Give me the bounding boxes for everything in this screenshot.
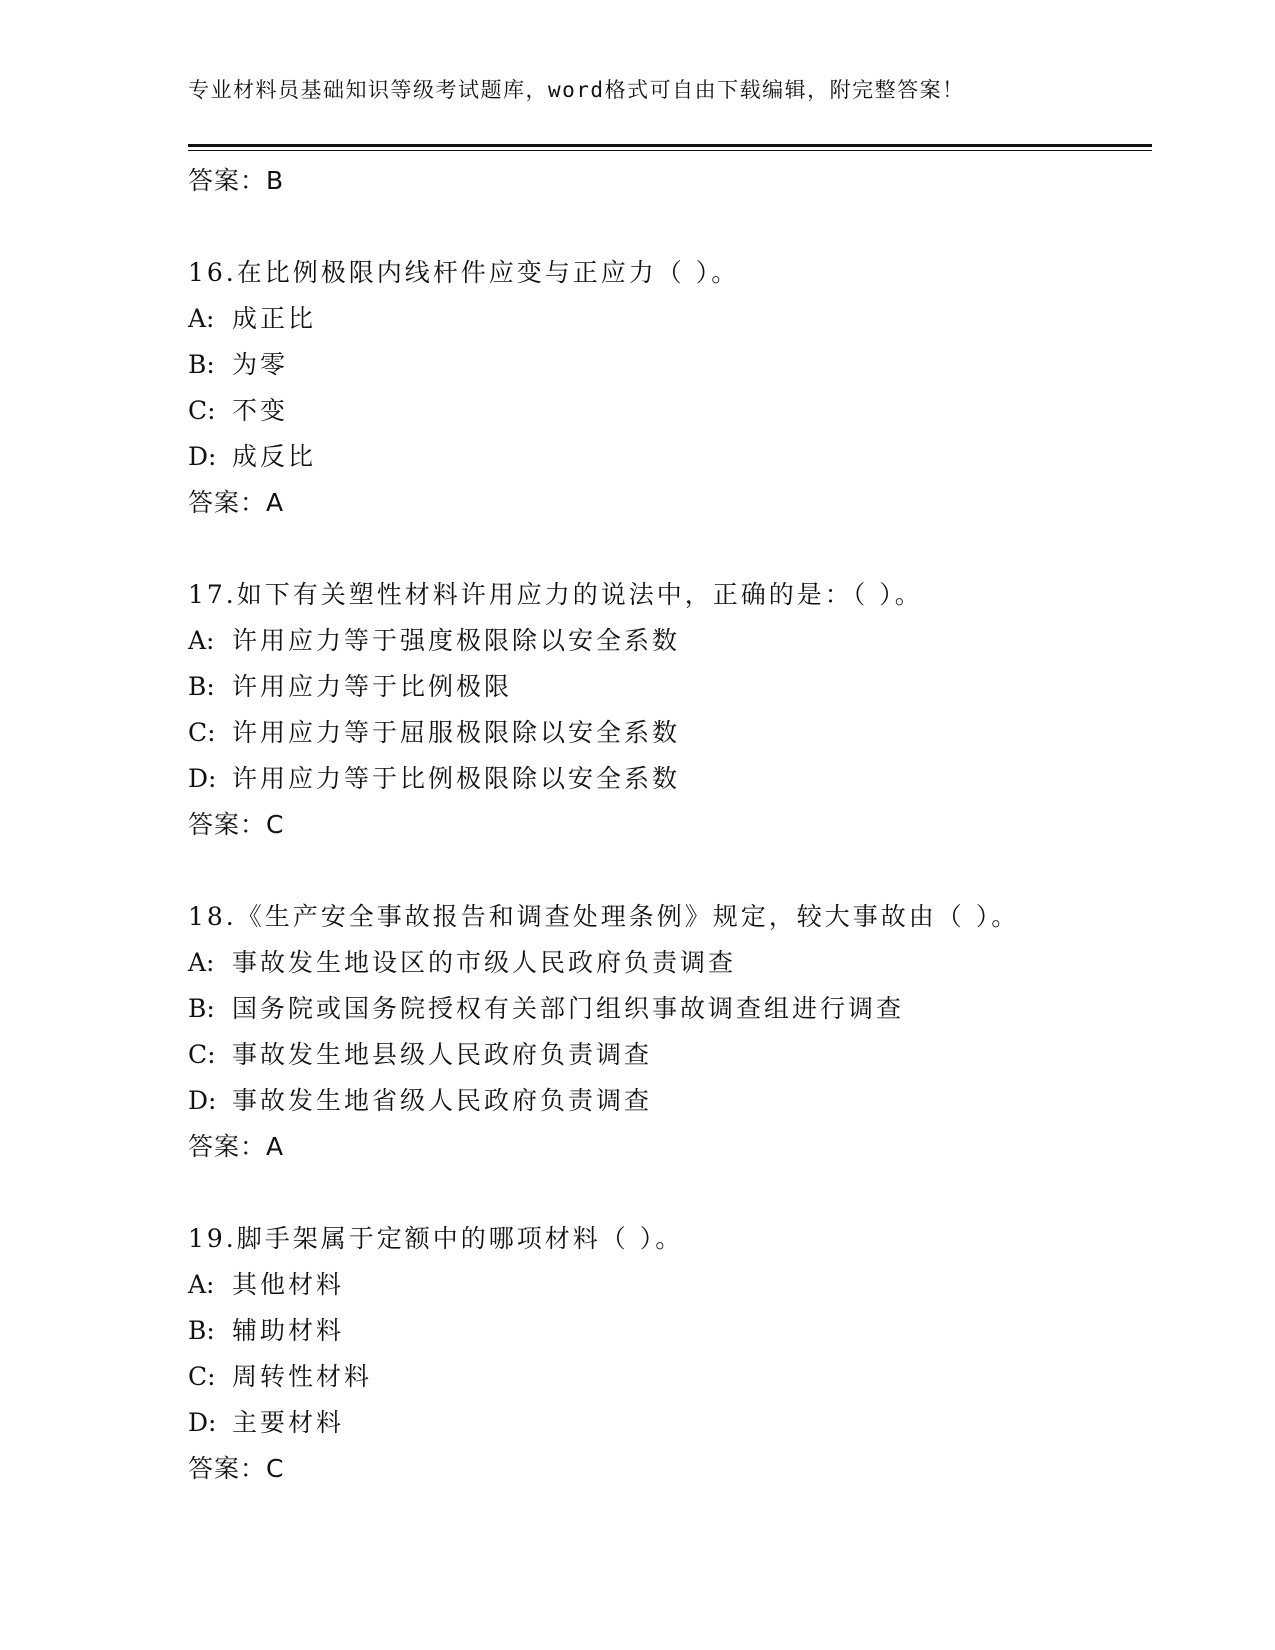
option-text: 事故发生地省级人民政府负责调查 xyxy=(232,1086,653,1115)
option-d xyxy=(188,1400,1148,1446)
option-text: 为零 xyxy=(232,350,289,379)
question-answer: 答案：C xyxy=(188,810,285,839)
option-label: A: xyxy=(188,626,215,655)
option-label: C: xyxy=(188,1362,216,1391)
option-label: B: xyxy=(188,994,215,1023)
option-text: 不变 xyxy=(232,396,289,425)
option-b xyxy=(188,342,1148,388)
previous-answer: 答案：B xyxy=(188,166,285,195)
option-label: D: xyxy=(188,1086,217,1115)
option-b xyxy=(188,986,1148,1032)
option-label: B: xyxy=(188,350,215,379)
page-header: 专业材料员基础知识等级考试题库，word格式可自由下载编辑，附完整答案！ xyxy=(188,78,965,102)
option-label: A: xyxy=(188,948,215,977)
option-c xyxy=(188,388,1148,434)
option-text: 成反比 xyxy=(232,442,317,471)
header-rule-thin xyxy=(188,150,1152,151)
option-label: B: xyxy=(188,672,215,701)
option-label: C: xyxy=(188,396,216,425)
question-stem: 18.《生产安全事故报告和调查处理条例》规定，较大事故由（ ）。 xyxy=(188,902,1020,931)
question-stem: 19.脚手架属于定额中的哪项材料（ ）。 xyxy=(188,1224,684,1253)
option-text: 主要材料 xyxy=(232,1408,345,1437)
option-text: 成正比 xyxy=(232,304,317,333)
question-answer: 答案：A xyxy=(188,488,285,517)
option-d xyxy=(188,756,1148,802)
option-label: C: xyxy=(188,718,216,747)
option-label: A: xyxy=(188,304,215,333)
option-a xyxy=(188,1262,1148,1308)
question-block xyxy=(188,250,1148,526)
question-block xyxy=(188,572,1148,848)
option-text: 许用应力等于比例极限 xyxy=(232,672,513,701)
option-text: 其他材料 xyxy=(232,1270,345,1299)
option-d xyxy=(188,434,1148,480)
question-block xyxy=(188,1216,1148,1492)
question-list xyxy=(188,158,1148,1492)
option-c xyxy=(188,710,1148,756)
option-text: 国务院或国务院授权有关部门组织事故调查组进行调查 xyxy=(232,994,905,1023)
option-a xyxy=(188,296,1148,342)
question-answer: 答案：C xyxy=(188,1454,285,1483)
option-label: B: xyxy=(188,1316,215,1345)
option-b xyxy=(188,664,1148,710)
option-text: 许用应力等于比例极限除以安全系数 xyxy=(232,764,681,793)
question-stem: 16.在比例极限内线杆件应变与正应力（ ）。 xyxy=(188,258,740,287)
option-text: 许用应力等于屈服极限除以安全系数 xyxy=(232,718,681,747)
option-a xyxy=(188,618,1148,664)
option-a xyxy=(188,940,1148,986)
option-label: D: xyxy=(188,442,217,471)
question-answer: 答案：A xyxy=(188,1132,285,1161)
option-c xyxy=(188,1354,1148,1400)
question-stem: 17.如下有关塑性材料许用应力的说法中，正确的是：（ ）。 xyxy=(188,580,923,609)
option-c xyxy=(188,1032,1148,1078)
option-text: 周转性材料 xyxy=(232,1362,373,1391)
question-block xyxy=(188,894,1148,1170)
option-d xyxy=(188,1078,1148,1124)
option-b xyxy=(188,1308,1148,1354)
option-text: 辅助材料 xyxy=(232,1316,345,1345)
option-label: D: xyxy=(188,764,217,793)
option-text: 事故发生地设区的市级人民政府负责调查 xyxy=(232,948,737,977)
header-rule-thick xyxy=(188,144,1152,147)
option-text: 事故发生地县级人民政府负责调查 xyxy=(232,1040,653,1069)
option-text: 许用应力等于强度极限除以安全系数 xyxy=(232,626,681,655)
option-label: D: xyxy=(188,1408,217,1437)
option-label: A: xyxy=(188,1270,215,1299)
option-label: C: xyxy=(188,1040,216,1069)
